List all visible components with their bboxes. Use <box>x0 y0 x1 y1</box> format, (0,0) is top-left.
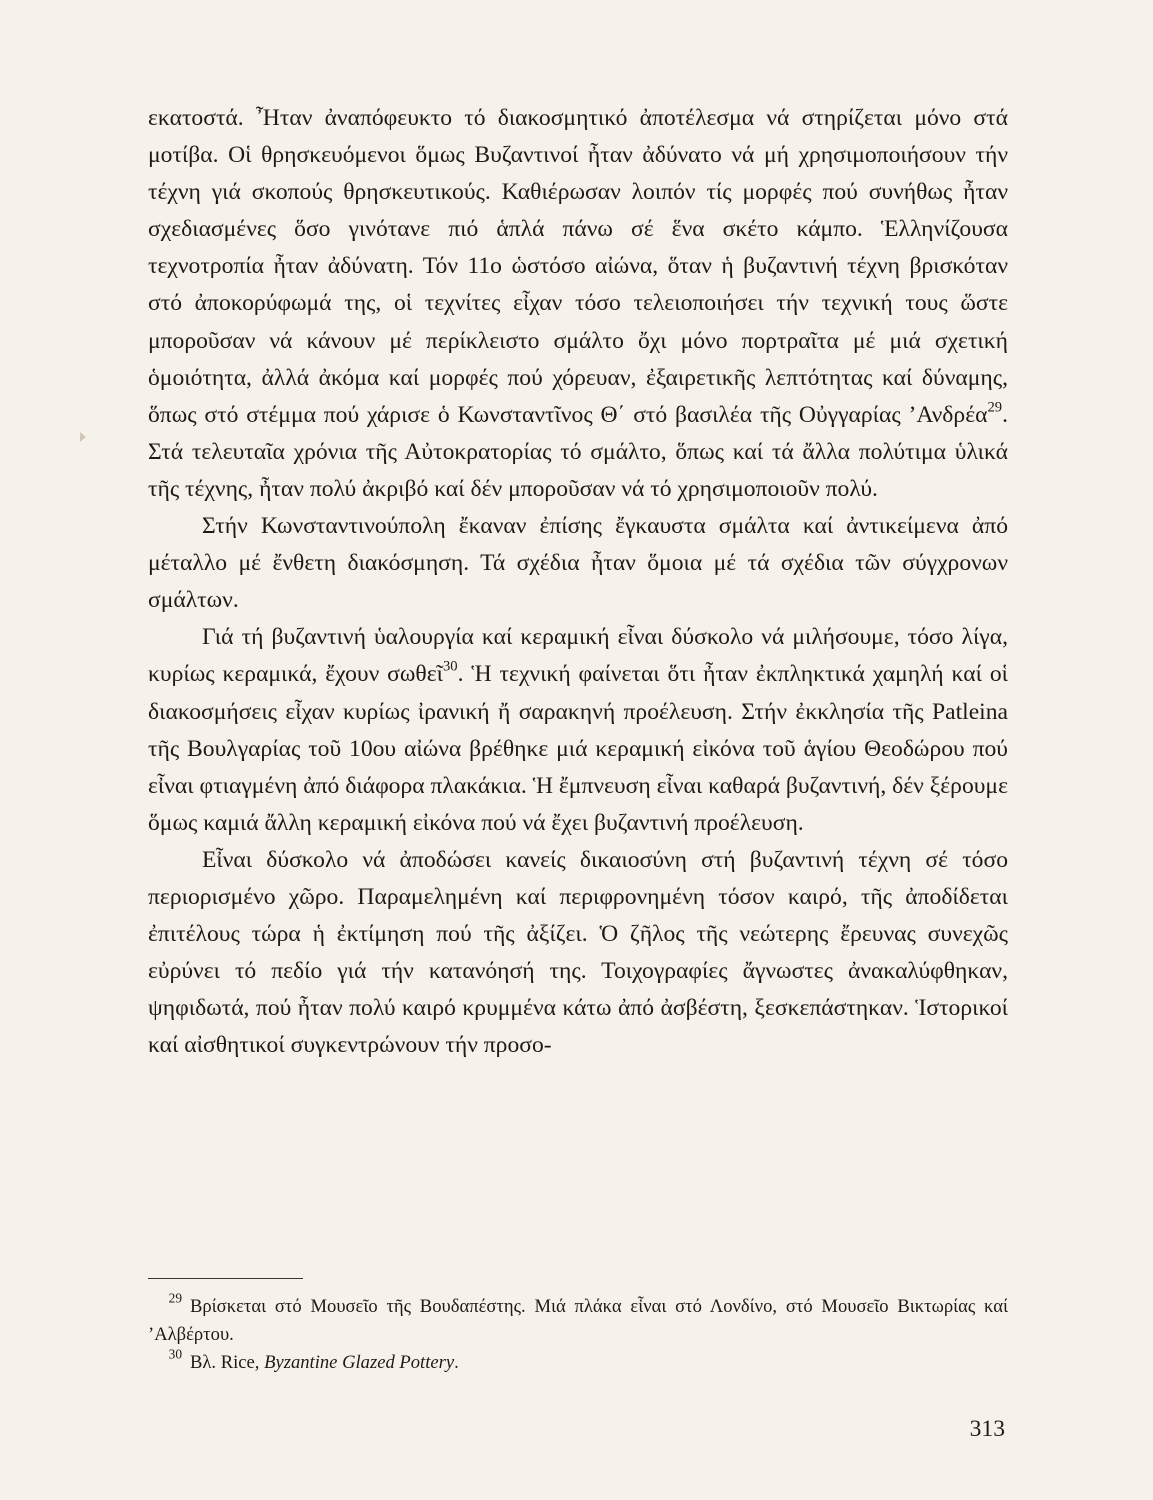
paragraph-text: εκατοστά. Ἦταν ἀναπόφευκτο τό διακοσμητικό ἀποτέλεσμα νά στηρίζεται μόνο στά μοτίβα. Οἱ θρησκευόμενοι ὅμως Βυζαντινοί ἦταν ἀδύνατο νά μή χρησιμοποιήσουν τήν τέχνη γιά σκοπούς θρησκευτικούς. Καθιέρωσαν λοιπόν τίς μορφές πού συνήθως ἦταν σχεδιασμένες ὅσο γινότανε πιό ἁπλά πάνω σέ ἕνα σκέτο κάμπο. Ἑλληνίζουσα τεχνοτροπία ἦταν ἀδύνατη. Τόν 11ο ὡστόσο αἰώνα, ὅταν ἡ βυζαντινή τέχνη βρισκόταν στό ἀποκορύφωμά της, οἱ τεχνίτες εἶχαν τόσο τελειοποιήσει τήν τεχνική τους ὥστε μποροῦσαν νά κάνουν μέ περίκλειστο σμάλτο ὄχι μόνο πορτραῖτα μέ μιά σχετική ὁμοιότητα, ἀλλά ἀκόμα καί μορφές πού χόρευαν, ἐξαιρετικῆς λεπτότητας καί δύναμης, ὅπως στό στέμμα πού χάρισε ὁ Κωνσταντῖνος Θ΄ στό βασιλέα τῆς Οὐγγαρίας ’Ανδρέα <box>148 105 1008 428</box>
paragraph <box>148 619 1008 842</box>
margin-arrow-mark <box>80 432 86 442</box>
footnote-reference: 30 <box>442 658 458 675</box>
footnote-text: . <box>454 1352 459 1373</box>
paragraph-text: . Ἡ τεχνική φαίνεται ὅτι ἦταν ἐκπληκτικά χαμηλή καί οἱ διακοσμήσεις εἶχαν κυρίως ἰρανική ἤ σαρακηνή προέλευση. Στήν ἐκκλησία τῆς Patleina τῆς Βουλγαρίας τοῦ 10ου αἰώνα βρέθηκε μιά κεραμική εἰκόνα τοῦ ἁγίου Θεοδώρου πού εἶναι φτιαγμένη ἀπό διάφορα πλακάκια. Ἡ ἔμπνευση εἶναι καθαρά βυζαντινή, δέν ξέρουμε ὅμως καμιά ἄλλη κεραμική εἰκόνα πού νά ἔχει βυζαντινή προέλευση. <box>148 661 1008 836</box>
paragraph-text: Γιά τή βυζαντινή ὑαλουργία καί κεραμική εἶναι δύσκολο νά μιλήσουμε, τόσο λίγα, κυρίως κεραμικά, ἔχουν σωθεῖ <box>148 624 1008 688</box>
main-text <box>148 100 1008 1064</box>
citation-title: Byzantine Glazed Pottery <box>264 1352 455 1373</box>
footnote <box>148 1290 1008 1349</box>
footnote-number: 30 <box>168 1346 182 1362</box>
page-number: 313 <box>969 1416 1005 1442</box>
footnote-reference: 29 <box>987 399 1003 416</box>
footnote-text: Βλ. Rice, <box>190 1352 265 1373</box>
footnote-number: 29 <box>168 1290 182 1306</box>
footnotes <box>148 1290 1008 1377</box>
footnote-text: Βρίσκεται στό Μουσεῖο τῆς Βουδαπέστης. Μιά πλάκα εἶναι στό Λονδίνο, στό Μουσεῖο Βικτωρίας καί ’Αλβέρτου. <box>148 1296 1008 1345</box>
footnote-separator <box>148 1278 303 1279</box>
footnote <box>148 1346 1008 1377</box>
paragraph-text: . Στά τελευταῖα χρόνια τῆς Αὐτοκρατορίας τό σμάλτο, ὅπως καί τά ἄλλα πολύτιμα ὑλικά τῆς τέχνης, ἦταν πολύ ἀκριβό καί δέν μποροῦσαν νά τό χρησιμοποιοῦν πολύ. <box>148 401 1008 502</box>
paragraph: Εἶναι δύσκολο νά ἀποδώσει κανείς δικαιοσύνη στή βυζαντινή τέχνη σέ τόσο περιορισμένο χῶρο. Παραμελημένη καί περιφρονημένη τόσον καιρό, τῆς ἀποδίδεται ἐπιτέλους τώρα ἡ ἐκτίμηση πού τῆς ἀξίζει. Ὁ ζῆλος τῆς νεώτερης ἔρευνας συνεχῶς εὐρύνει τό πεδίο γιά τήν κατανόησή της. Τοιχογραφίες ἄγνωστες ἀνακαλύφθηκαν, ψηφιδωτά, πού ἦταν πολύ καιρό κρυμμένα κάτω ἀπό ἀσβέστη, ξεσκεπάστηκαν. Ἱστορικοί καί αἰσθητικοί συγκεντρώνουν τήν προσο- <box>148 846 1008 1059</box>
paragraph: Στήν Κωνσταντινούπολη ἔκαναν ἐπίσης ἔγκαυστα σμάλτα καί ἀντικείμενα ἀπό μέταλλο μέ ἔνθετη διακόσμηση. Τά σχέδια ἦταν ὅμοια μέ τά σχέδια τῶν σύγχρονων σμάλτων. <box>148 513 1008 614</box>
paragraph <box>148 100 1008 508</box>
